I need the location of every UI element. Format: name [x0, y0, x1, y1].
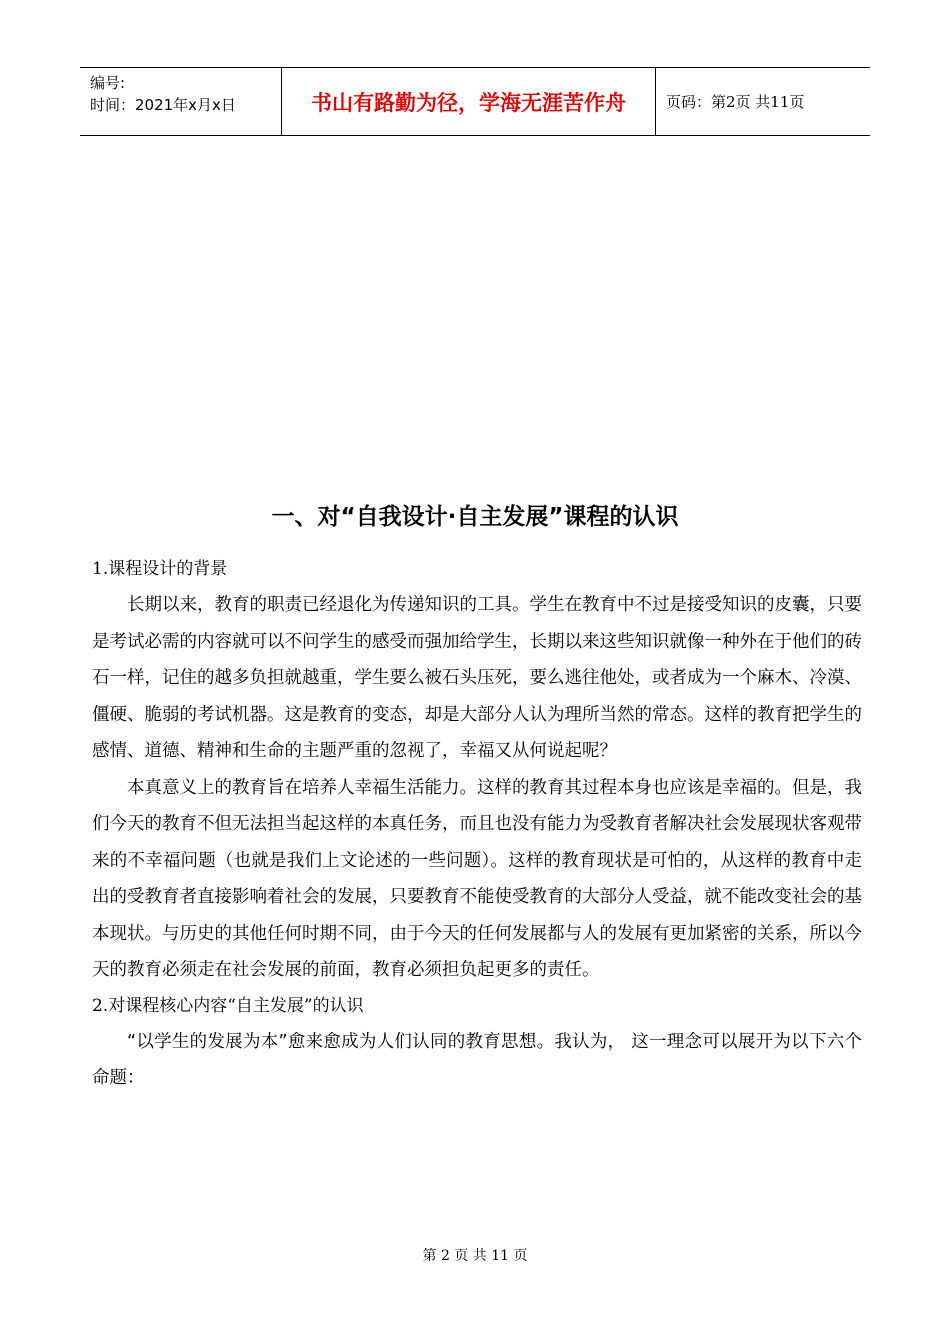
paragraph: 本真意义上的教育旨在培养人幸福生活能力。这样的教育其过程本身也应该是幸福的。但是，我们今天的教育不但无法担当起这样的本真任务，而且也没有能力为受教育者解决社会发展现状客观带来的不幸福问题（也就是我们上文论述的一些问题）。这样的教育现状是可怕的，从这样的教育中走出的受教育者直接影响着社会的发展，只要教育不能使受教育的大部分人受益，就不能改变社会的基本现状。与历史的其他任何时期不同，由于今天的任何发展都与人的发展有更加紧密的关系，所以今天的教育必须走在社会发展的前面，教育必须担负起更多的责任。 — [92, 777, 862, 980]
document-title: 一、对“自我设计·自主发展”课程的认识 — [271, 504, 679, 530]
page-footer: 第 2 页 共 11 页 — [422, 1248, 528, 1264]
section-heading: 2.对课程核心内容“自主发展”的认识 — [92, 995, 364, 1016]
header-motto: 书山有路勤为径，学海无涯苦作舟 — [282, 68, 656, 135]
paragraph: “以学生的发展为本”愈来愈成为人们认同的教育思想。我认为， 这一理念可以展开为以下六个命题： — [92, 1031, 862, 1088]
serial-label: 编号: — [90, 74, 126, 92]
header-table — [80, 67, 870, 136]
header-meta — [80, 68, 282, 135]
paragraph: 长期以来，教育的职责已经退化为传递知识的工具。学生在教育中不过是接受知识的皮囊，只要是考试必需的内容就可以不问学生的感受而强加给学生，长期以来这些知识就像一种外在于他们的砖石一样，记住的越多负担就越重，学生要么被石头压死，要么逃往他处，或者成为一个麻木、冷漠、僵硬、脆弱的考试机器。这是教育的变态，却是大部分人认为理所当然的常态。这样的教育把学生的感情、道德、精神和生命的主题严重的忽视了，幸福又从何说起呢？ — [92, 595, 862, 761]
header-page-info: 页码：第2页 共11页 — [666, 93, 805, 111]
time-label: 时间：2021年x月x日 — [90, 96, 236, 114]
document-body — [92, 552, 862, 1097]
section-heading: 1.课程设计的背景 — [92, 559, 228, 579]
